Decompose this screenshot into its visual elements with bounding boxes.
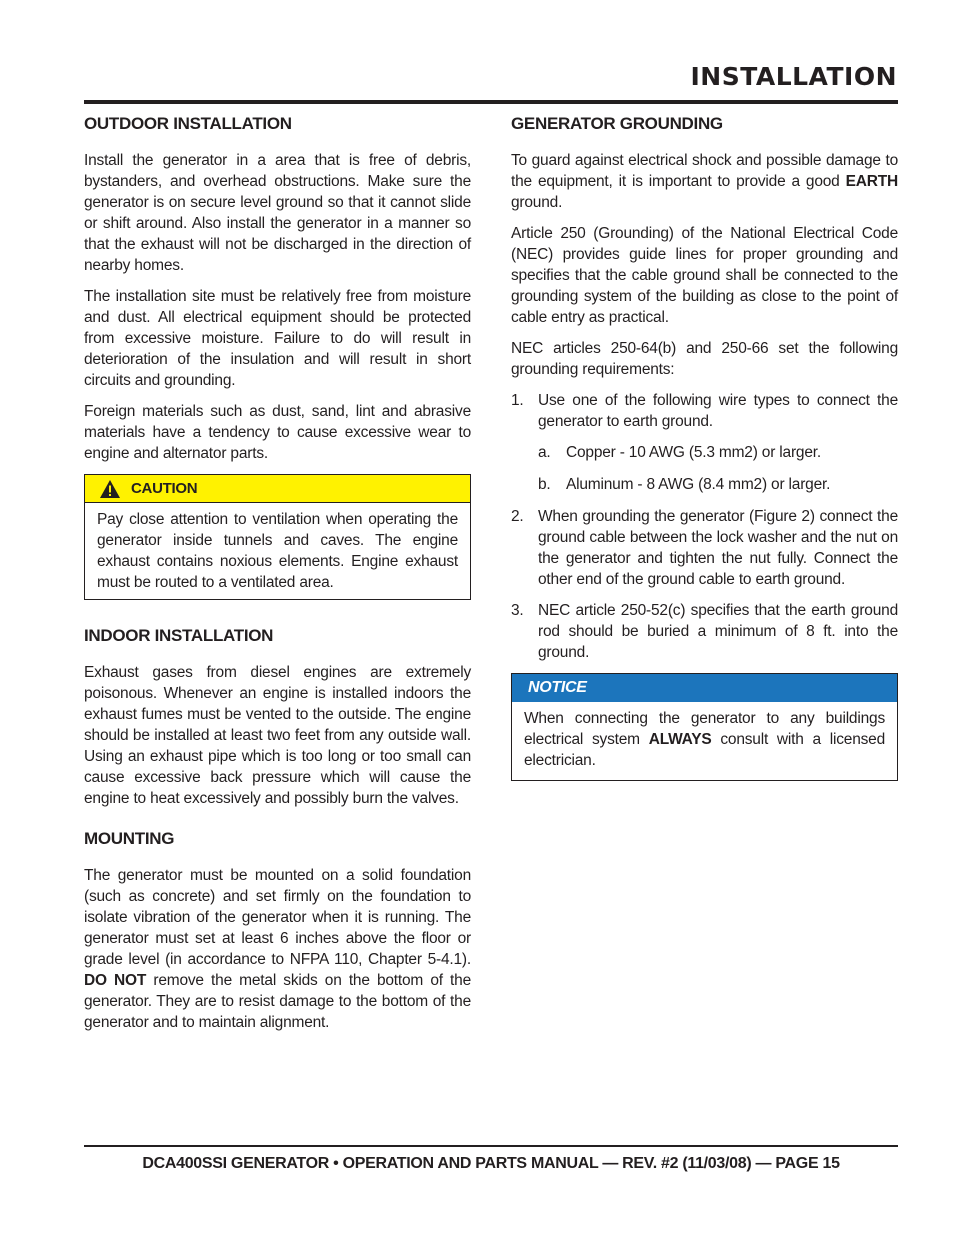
mounting-section — [84, 829, 471, 1033]
left-column — [84, 114, 471, 1043]
list-item-number: 2. — [511, 508, 524, 525]
list-item — [511, 390, 898, 495]
caution-body — [85, 503, 470, 599]
footer-divider — [84, 1145, 898, 1147]
mounting-paragraph-1 — [84, 865, 471, 1033]
outdoor-installation-section — [84, 114, 471, 464]
sublist-item — [538, 474, 898, 495]
outdoor-installation-heading: OUTDOOR INSTALLATION — [84, 114, 292, 133]
warning-triangle-icon — [99, 479, 121, 499]
page-footer: DCA400SSI GENERATOR • OPERATION AND PARTS MANUAL — REV. #2 (11/03/08) — PAGE 15 — [142, 1155, 840, 1172]
grounding-requirements-list — [511, 390, 898, 663]
grounding-paragraph-1 — [511, 150, 898, 213]
outdoor-paragraph-2: The installation site must be relatively free from moisture and dust. All electrical equipment should be protected from excessive moisture. Failure to do will result in deterioration of the insulation and will result in short circuits and grounding. — [84, 288, 471, 389]
sublist-item-text: Copper - 10 AWG (5.3 mm2) or larger. — [566, 444, 821, 461]
grounding-paragraph-3: NEC articles 250-64(b) and 250-66 set the following grounding requirements: — [511, 340, 898, 378]
generator-grounding-heading: GENERATOR GROUNDING — [511, 114, 723, 133]
mounting-heading: MOUNTING — [84, 829, 175, 848]
grounding-paragraph-2: Article 250 (Grounding) of the National Electrical Code (NEC) provides guide lines for proper grounding and specifies that the cable ground shall be connected to the grounding system of the building as close to the point of cable entry as practical. — [511, 225, 898, 326]
notice-text-bold: ALWAYS — [648, 731, 712, 748]
grounding-text-before: To guard against electrical shock and possible damage to the equipment, it is important to provide a good — [511, 152, 898, 190]
generator-grounding-section — [511, 114, 898, 663]
mounting-text-before: The generator must be mounted on a solid foundation (such as concrete) and set firmly on the foundation to isolate vibration of the generator when it is running. The generator must set at least 6 inches above the floor or grade level (in accordance to NFPA 110, Chapter 5-4.1). — [84, 867, 471, 968]
notice-text-before: When connecting the generator to any buildings electrical system — [524, 710, 885, 748]
notice-text-after: consult with a licensed electrician. — [524, 731, 886, 769]
list-item-number: 1. — [511, 392, 524, 409]
list-item-text: When grounding the generator (Figure 2) connect the ground cable between the lock washer and the nut on the generator and tighten the nut fully. Connect the other end of the ground cable to earth ground. — [538, 508, 898, 588]
caution-label: CAUTION — [131, 480, 198, 497]
list-item-number: 3. — [511, 602, 524, 619]
sublist-item-text: Aluminum - 8 AWG (8.4 mm2) or larger. — [566, 476, 831, 493]
sublist-item-letter: b. — [538, 476, 551, 493]
list-item — [511, 600, 898, 663]
indoor-installation-section — [84, 626, 471, 809]
page-title: INSTALLATION — [690, 62, 897, 91]
outdoor-paragraph-1: Install the generator in a area that is free of debris, bystanders, and overhead obstructions. Make sure the generator is on secure level ground so that it cannot slide or shift around. Also install the generator in a manner so that the exhaust will not be discharged in the direction of nearby homes. — [84, 152, 471, 274]
grounding-text-after: ground. — [511, 194, 563, 211]
sublist-item-letter: a. — [538, 444, 551, 461]
sublist-item — [538, 442, 898, 463]
list-item-text: Use one of the following wire types to connect the generator to earth ground. — [538, 392, 898, 430]
indoor-installation-heading: INDOOR INSTALLATION — [84, 626, 274, 645]
notice-box — [511, 673, 898, 781]
notice-label: NOTICE — [528, 679, 587, 696]
grounding-text-bold: EARTH — [845, 173, 898, 190]
caution-box — [84, 474, 471, 600]
right-column — [511, 114, 898, 781]
outdoor-paragraph-3: Foreign materials such as dust, sand, lint and abrasive materials have a tendency to cause excessive wear to engine and alternator parts. — [84, 403, 471, 462]
wire-types-sublist — [538, 442, 898, 495]
notice-header — [512, 674, 897, 702]
mounting-text-after: remove the metal skids on the bottom of the generator. They are to resist damage to the bottom of the generator and to maintain alignment. — [84, 972, 471, 1031]
list-item-text: NEC article 250-52(c) specifies that the earth ground rod should be buried a minimum of 8 ft. into the ground. — [538, 602, 898, 661]
notice-body — [512, 702, 897, 780]
title-divider — [84, 100, 898, 104]
indoor-paragraph-1: Exhaust gases from diesel engines are extremely poisonous. Whenever an engine is installed indoors the exhaust fumes must be vented to the outside. The engine should be installed at least two feet from any outside wall. Using an exhaust pipe which is too long or too small can cause excessive back pressure which will cause the engine to heat excessively and possibly burn the valves. — [84, 664, 471, 807]
notice-text — [524, 708, 885, 771]
list-item — [511, 506, 898, 590]
caution-header — [85, 475, 470, 503]
mounting-text-bold: DO NOT — [84, 972, 147, 989]
caution-text: Pay close attention to ventilation when operating the generator inside tunnels and caves. The engine exhaust contains noxious elements. Engine exhaust must be routed to a ventilated area. — [97, 511, 458, 591]
